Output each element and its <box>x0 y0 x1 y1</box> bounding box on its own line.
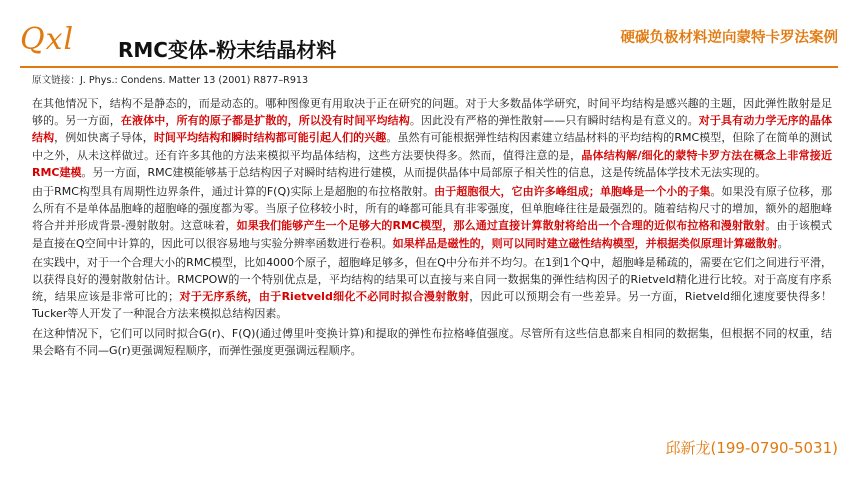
highlight-text: 对于无序系统，由于Rietveld细化不必同时拟合漫射散射 <box>179 290 470 304</box>
series-title: 硬碳负极材料逆向蒙特卡罗法案例 <box>620 30 838 46</box>
body-text: 。另一方面，RMC建模能够基于总结构因子对瞬时结构进行建模，从而提供晶体中局部原子相关性的信息，这是传统晶体学技术无法实现的。 <box>81 165 767 179</box>
paragraph-1 <box>32 95 832 181</box>
highlight-text: 晶体结构解/细化的蒙特卡罗方法在概念上非常接近RMC建模 <box>32 148 832 179</box>
source-citation: J. Phys.: Condens. Matter 13 (2001) R877–R913 <box>79 75 309 86</box>
body-text: 在实践中，对于一个合理大小的RMC模型，比如4000个原子，超胞峰足够多，但在Q中分布并不均匀。在1到1个Q中，超胞峰是稀疏的，需要在它们之间进行平滑，以获得良好的漫射散射估计。RMCPOW的一个特别优点是，平均结构的结果可以直接与来自同一数据集的弹性结构因子的Rietveld精化进行比较。对于高度有序系统，结果应该是非常可比的； <box>32 255 832 304</box>
highlight-text: 如果我们能够产生一个足够大的RMC模型，那么通过直接计算散射将给出一个合理的近似布拉格和漫射散射 <box>236 219 766 233</box>
paragraph-2 <box>32 183 832 252</box>
body-text: 。因此没有严格的弹性散射——只有瞬时结构是有意义的。 <box>409 114 699 128</box>
body-text: 。如果没有原子位移，那么所有不是单体晶胞峰的超胞峰的强度都为零。当原子位移较小时，所有的峰都可能具有非零强度，但单胞峰往往是最强烈的。随着结构尺寸的增加，额外的超胞峰将合并并形成背景-漫射散射。这意味着， <box>32 185 833 233</box>
highlight-text: 对于具有动力学无序的晶体结构 <box>32 114 833 145</box>
paragraph-4 <box>32 325 832 359</box>
body-text: 。虽然有可能根据弹性结构因素建立结晶材料的平均结构的RMC模型，但除了在简单的测试中之外，从未这样做过。还有许多其他的方法来模拟平均晶体结构，这些方法要快得多。然而，值得注意的是， <box>32 131 833 162</box>
highlight-text: 如果样品是磁性的，则可以同时建立磁性结构模型，并根据类似原理计算磁散射 <box>392 236 778 250</box>
paragraph-3 <box>32 254 832 323</box>
body-text: 。 <box>777 236 789 250</box>
body-text: ，例如快离子导体， <box>54 131 154 145</box>
body-text: 由于RMC构型具有周期性边界条件，通过计算的F(Q)实际上是超胞的布拉格散射。 <box>32 185 435 199</box>
highlight-text: 在液体中，所有的原子都是扩散的，所以没有时间平均结构 <box>120 114 410 128</box>
highlight-text: 由于超胞很大，它由许多峰组成；单胞峰是一个小的子集 <box>434 185 711 199</box>
highlight-text: 时间平均结构和瞬时结构都可能引起人们的兴趣 <box>153 131 387 145</box>
header-divider <box>20 66 838 68</box>
body-text: 在这种情况下，它们可以同时拟合G(r)、F(Q)(通过傅里叶变换计算)和提取的弹性布拉格峰值强度。尽管所有这些信息都来自相同的数据集，但根据不同的权重，结果会略有不同—G(r)更强调短程顺序，而弹性强度更强调远程顺序。 <box>32 326 832 357</box>
contact-info: 邱新龙(199-0790-5031) <box>665 439 838 457</box>
source-label: 原文链接： <box>32 75 80 86</box>
source-line <box>32 72 308 86</box>
main-content <box>32 95 832 361</box>
page-title: RMC变体-粉末结晶材料 <box>118 38 337 62</box>
logo: Qxl <box>20 22 75 57</box>
body-text: ，因此可以预期会有一些差异。另一方面，Rietveld细化速度要快得多！Tucker等人开发了一种混合方法来模拟总结构因素。 <box>32 290 833 321</box>
body-text: 。由于该模式是直接在Q空间中计算的，因此可以很容易地与实验分辨率函数进行卷积。 <box>32 219 832 250</box>
body-text: 在其他情况下，结构不是静态的，而是动态的。哪种图像更有用取决于正在研究的问题。对于大多数晶体学研究，时间平均结构是感兴趣的主题，因此弹性散射是足够的。另一方面， <box>32 97 832 128</box>
